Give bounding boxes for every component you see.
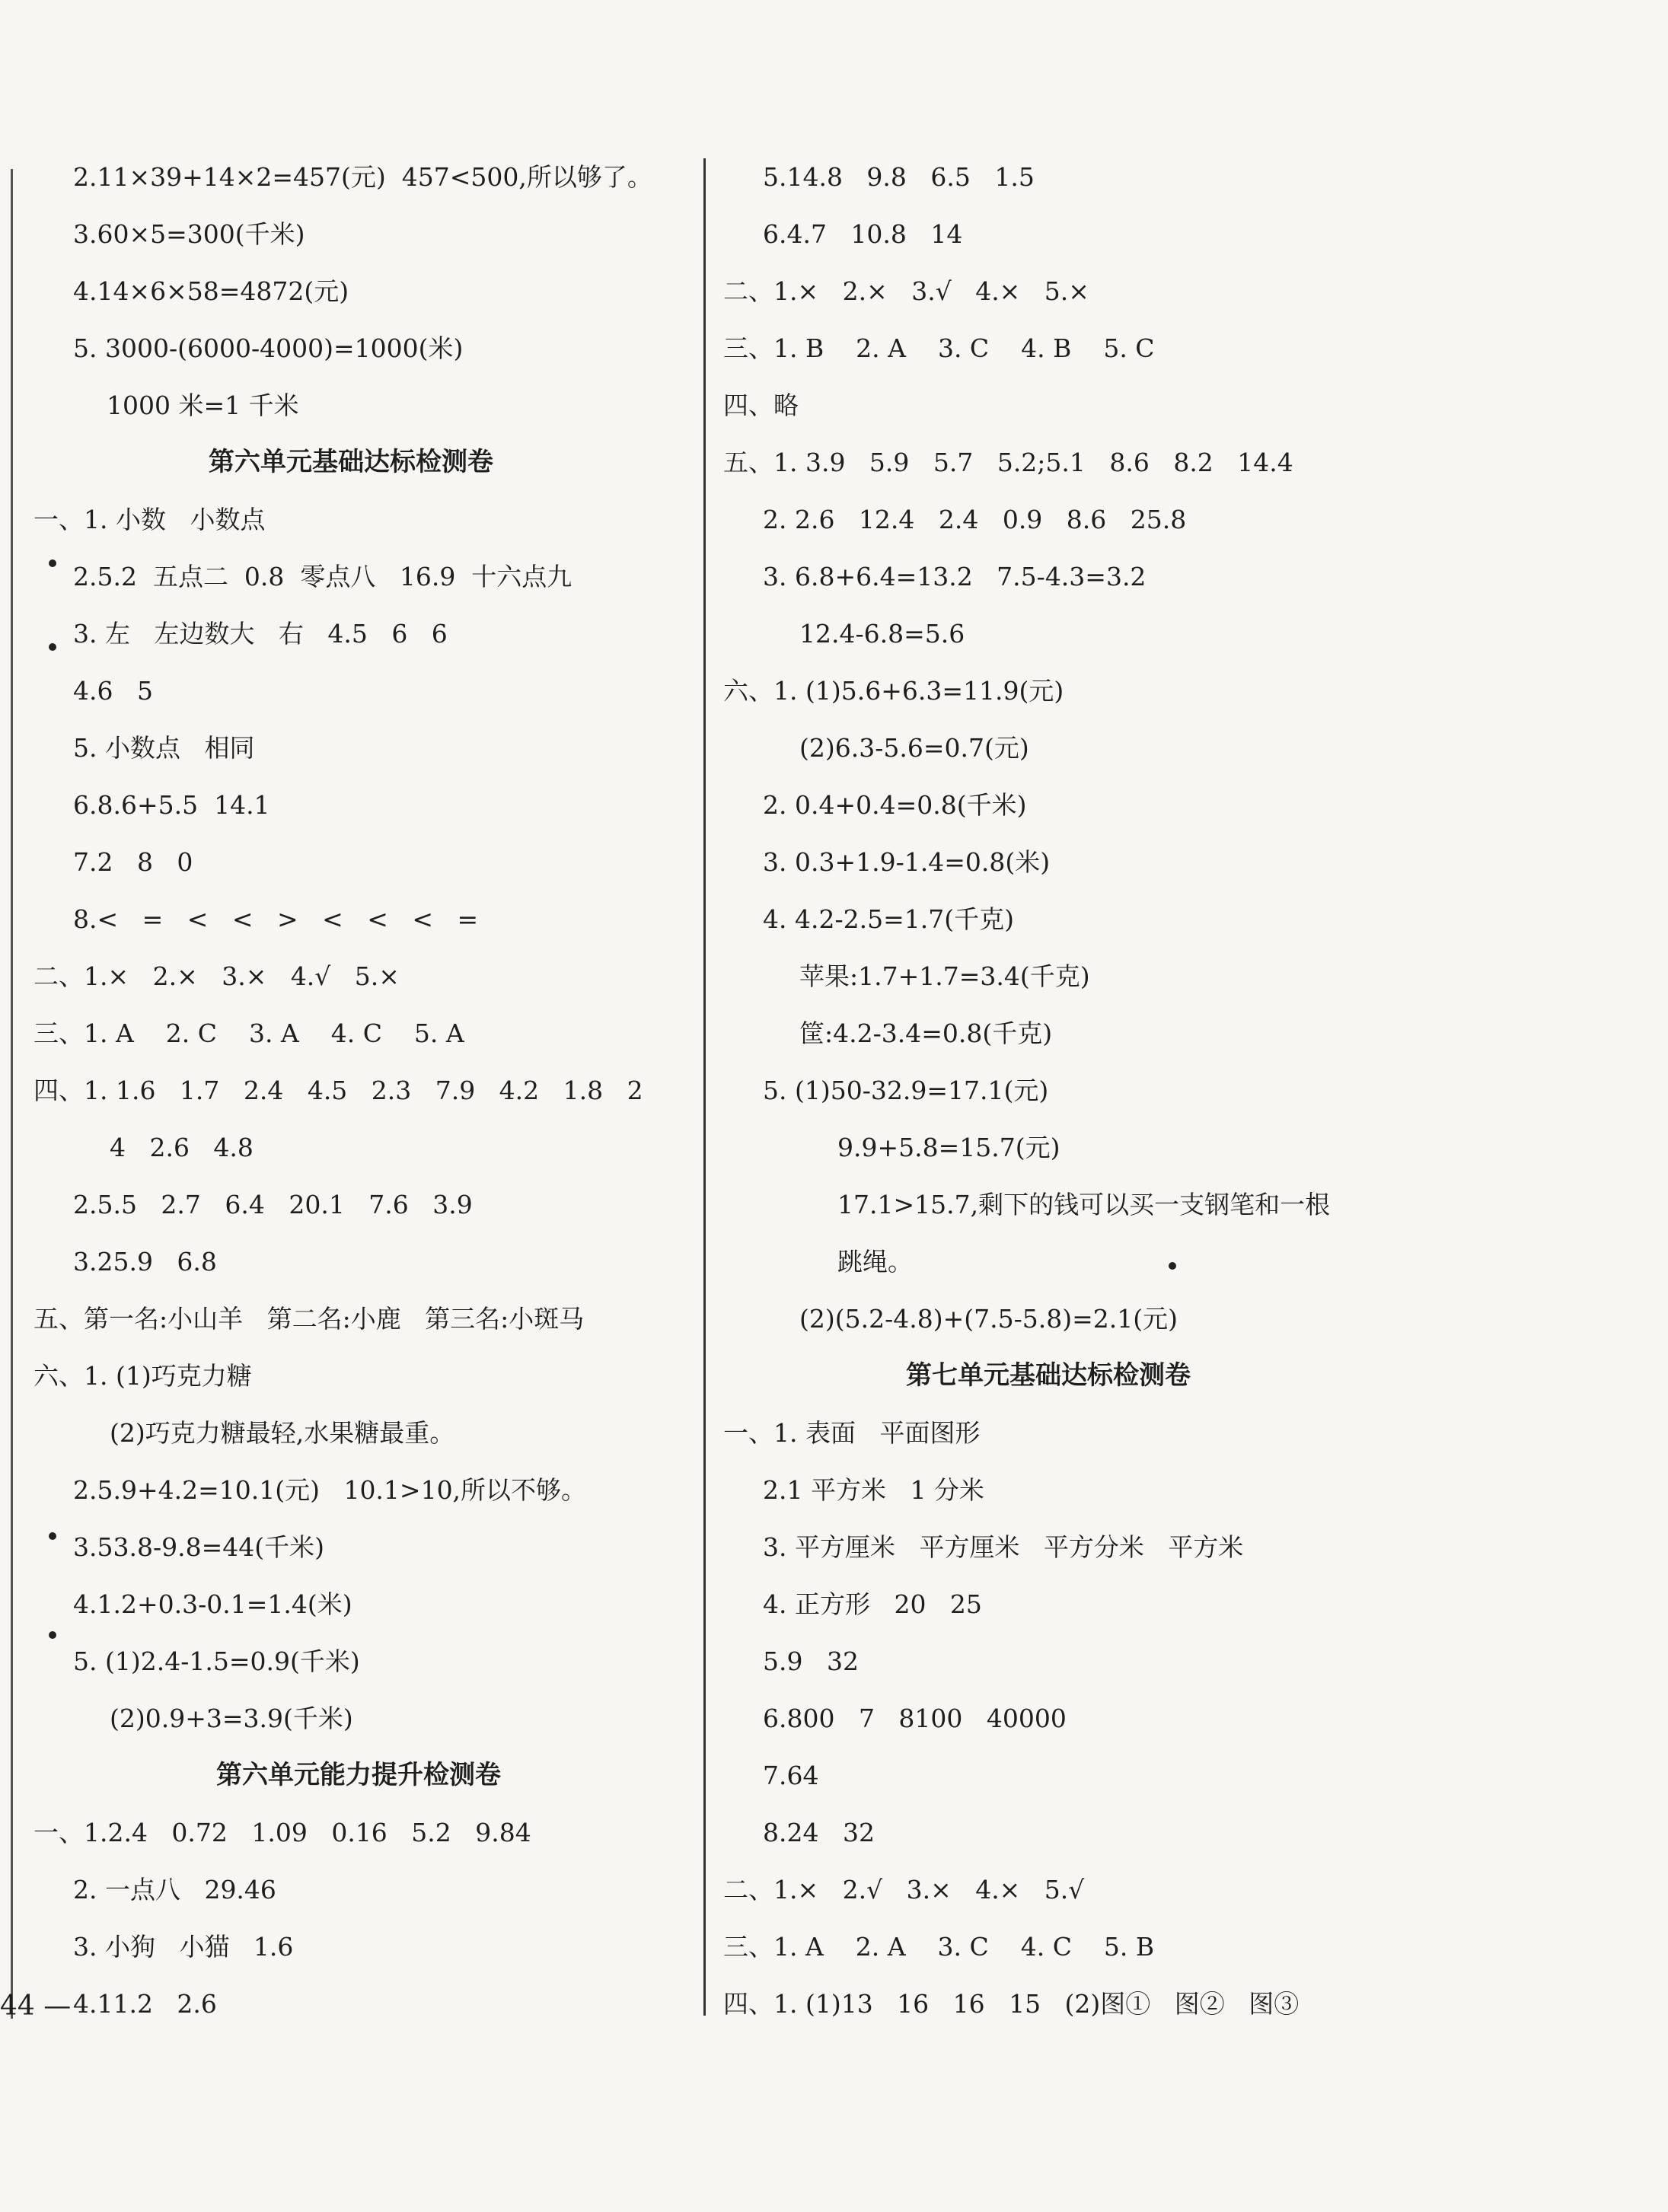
answer-line: 6.8.6+5.5 14.1	[73, 790, 270, 820]
section-heading: 第六单元基础达标检测卷	[209, 447, 493, 477]
scan-speck	[1169, 1262, 1176, 1270]
answer-line: 二、1.× 2.√ 3.× 4.× 5.√	[723, 1875, 1085, 1904]
answer-line: 3. 左 左边数大 右 4.5 6 6	[73, 619, 448, 649]
answer-line: 7.2 8 0	[73, 847, 193, 877]
answer-line: 二、1.× 2.× 3.× 4.√ 5.×	[33, 961, 400, 991]
answer-line: 3.25.9 6.8	[73, 1247, 217, 1277]
answer-line: 5. (1)50-32.9=17.1(元)	[763, 1076, 1049, 1105]
answer-line: 4.11.2 2.6	[73, 1989, 217, 2019]
answer-line: (2)6.3-5.6=0.7(元)	[799, 733, 1029, 763]
answer-line: 五、第一名:小山羊 第二名:小鹿 第三名:小斑马	[33, 1304, 585, 1334]
answer-line: 3.60×5=300(千米)	[73, 219, 305, 249]
left-margin-rule	[11, 169, 13, 2019]
answer-line: 三、1. A 2. A 3. C 4. C 5. B	[723, 1932, 1155, 1962]
answer-line: 4.1.2+0.3-0.1=1.4(米)	[73, 1589, 352, 1619]
answer-line: 8.< = < < > < < < =	[73, 904, 479, 934]
answer-line: (2)0.9+3=3.9(千米)	[110, 1704, 353, 1733]
answer-line: 六、1. (1)5.6+6.3=11.9(元)	[723, 676, 1064, 706]
answer-line: 3.53.8-9.8=44(千米)	[73, 1532, 324, 1562]
answer-line: 4.6 5	[73, 676, 153, 706]
answer-line: 5.14.8 9.8 6.5 1.5	[763, 162, 1035, 192]
answer-line: 二、1.× 2.× 3.√ 4.× 5.×	[723, 276, 1089, 306]
answer-line: (2)(5.2-4.8)+(7.5-5.8)=2.1(元)	[799, 1304, 1178, 1334]
answer-line: 2.5.9+4.2=10.1(元) 10.1>10,所以不够。	[73, 1475, 587, 1505]
answer-line: 3. 平方厘米 平方厘米 平方分米 平方米	[763, 1532, 1244, 1562]
answer-line: 4 2.6 4.8	[110, 1133, 254, 1162]
answer-line: 一、1.2.4 0.72 1.09 0.16 5.2 9.84	[33, 1818, 531, 1847]
answer-line: 4. 正方形 20 25	[763, 1589, 982, 1619]
answer-line: 3. 小狗 小猫 1.6	[73, 1932, 294, 1962]
answer-line: 5. (1)2.4-1.5=0.9(千米)	[73, 1646, 360, 1676]
scan-speck	[49, 643, 56, 651]
answer-line: 5. 小数点 相同	[73, 733, 255, 763]
answer-line: 一、1. 小数 小数点	[33, 505, 266, 534]
answer-line: 4.14×6×58=4872(元)	[73, 276, 349, 306]
answer-line: 5. 3000-(6000-4000)=1000(米)	[73, 333, 464, 363]
answer-line: 三、1. B 2. A 3. C 4. B 5. C	[723, 333, 1155, 363]
right-column	[723, 148, 1637, 2032]
answer-line: 3. 6.8+6.4=13.2 7.5-4.3=3.2	[763, 562, 1147, 591]
answer-line: 2.1 平方米 1 分米	[763, 1475, 984, 1505]
answer-line: 四、1. 1.6 1.7 2.4 4.5 2.3 7.9 4.2 1.8 2	[33, 1076, 643, 1105]
answer-line: 7.64	[763, 1761, 819, 1790]
answer-line: 4. 4.2-2.5=1.7(千克)	[763, 904, 1014, 934]
answer-line: 2.11×39+14×2=457(元) 457<500,所以够了。	[73, 162, 652, 192]
column-divider	[703, 158, 706, 2016]
answer-line: 跳绳。	[837, 1247, 913, 1277]
answer-line: 17.1>15.7,剩下的钱可以买一支钢笔和一根	[837, 1190, 1331, 1219]
page-number: 44 —	[0, 1990, 72, 2022]
answer-line: 苹果:1.7+1.7=3.4(千克)	[799, 961, 1090, 991]
answer-line: 2.5.5 2.7 6.4 20.1 7.6 3.9	[73, 1190, 473, 1219]
left-column	[33, 148, 697, 2032]
answer-line: 1000 米=1 千米	[107, 390, 299, 420]
answer-line: 6.4.7 10.8 14	[763, 219, 963, 249]
scan-speck	[49, 1631, 56, 1639]
section-heading: 第六单元能力提升检测卷	[216, 1760, 501, 1790]
answer-line: 2. 一点八 29.46	[73, 1875, 276, 1904]
answer-line: (2)巧克力糖最轻,水果糖最重。	[110, 1418, 455, 1448]
section-heading: 第七单元基础达标检测卷	[906, 1360, 1191, 1391]
answer-line: 8.24 32	[763, 1818, 875, 1847]
answer-line: 6.800 7 8100 40000	[763, 1704, 1067, 1733]
answer-line: 12.4-6.8=5.6	[799, 619, 965, 649]
answer-line: 四、略	[723, 390, 799, 420]
answer-line: 四、1. (1)13 16 16 15 (2)图① 图② 图③	[723, 1989, 1300, 2019]
answer-line: 五、1. 3.9 5.9 5.7 5.2;5.1 8.6 8.2 14.4	[723, 448, 1293, 477]
answer-line: 一、1. 表面 平面图形	[723, 1418, 981, 1448]
answer-line: 2. 0.4+0.4=0.8(千米)	[763, 790, 1027, 820]
scan-speck	[49, 1532, 56, 1540]
answer-line: 5.9 32	[763, 1646, 859, 1676]
scan-speck	[49, 559, 56, 567]
answer-line: 筐:4.2-3.4=0.8(千克)	[799, 1018, 1053, 1048]
answer-line: 三、1. A 2. C 3. A 4. C 5. A	[33, 1018, 464, 1048]
answer-line: 3. 0.3+1.9-1.4=0.8(米)	[763, 847, 1051, 877]
answer-line: 9.9+5.8=15.7(元)	[837, 1133, 1060, 1162]
answer-line: 2.5.2 五点二 0.8 零点八 16.9 十六点九	[73, 562, 572, 591]
answer-line: 2. 2.6 12.4 2.4 0.9 8.6 25.8	[763, 505, 1187, 534]
answer-line: 六、1. (1)巧克力糖	[33, 1361, 252, 1391]
